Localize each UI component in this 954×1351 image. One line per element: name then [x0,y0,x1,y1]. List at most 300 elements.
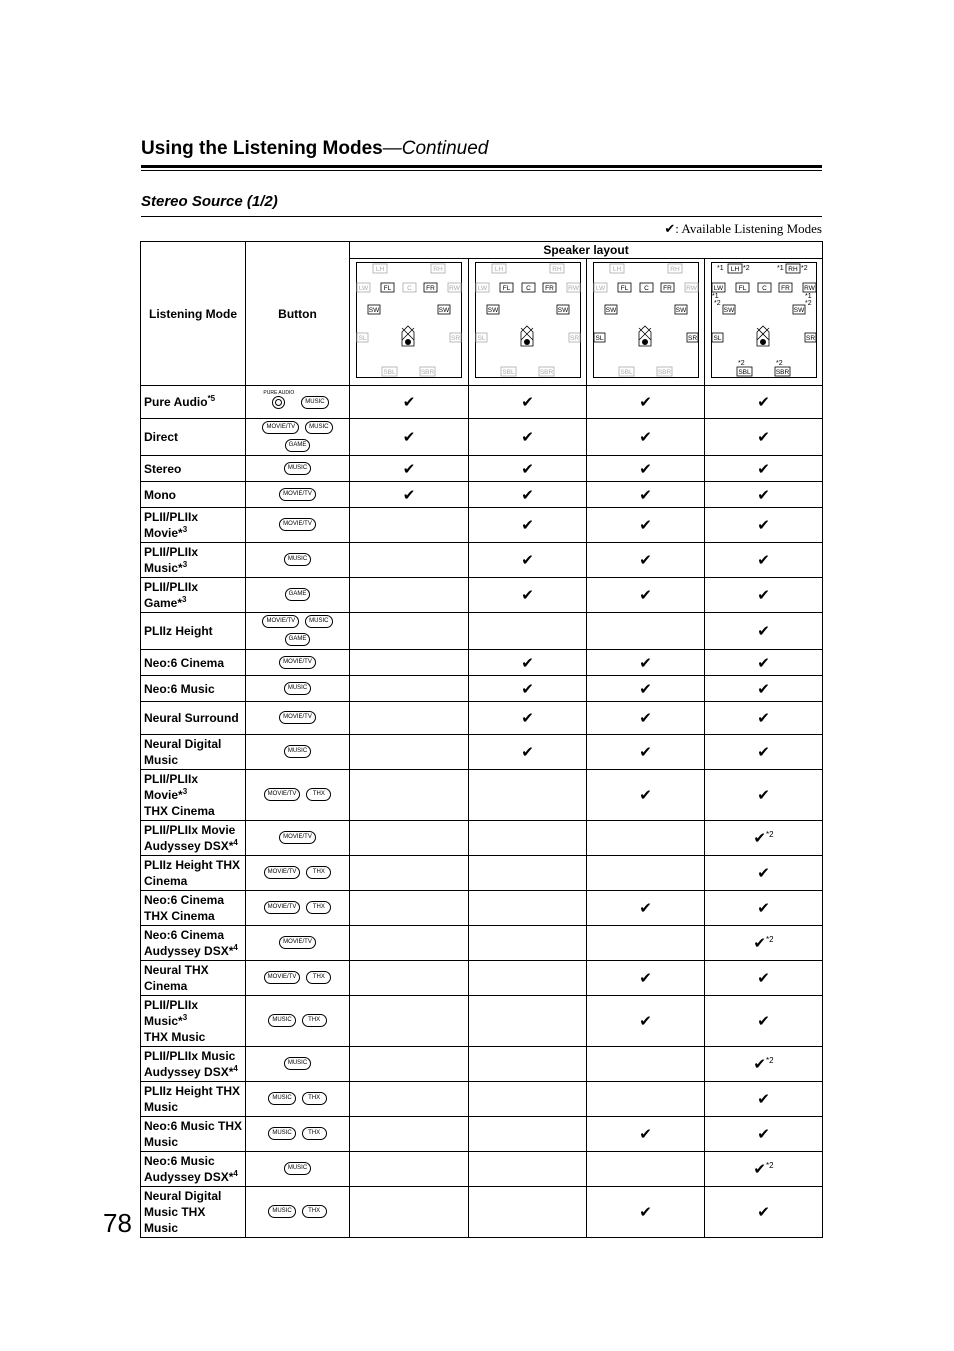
svg-text:FR: FR [426,284,435,292]
availability-cell [469,419,587,456]
availability-cell [587,419,705,456]
availability-cell [587,578,705,613]
availability-cell [350,1047,469,1082]
speaker-lh [492,264,506,273]
svg-text:LH: LH [730,265,739,273]
check-icon: ✔ [402,429,416,446]
note-lh-1: *1 [716,264,724,272]
availability-cell [587,961,705,996]
check-icon: ✔ [639,654,652,672]
table-row [141,1152,823,1187]
listening-mode-name: PLIIz Height THX Music [141,1082,246,1117]
speaker-rh [786,264,800,273]
speaker-sr [805,333,816,342]
availability-cell [705,1152,823,1187]
check-icon: ✔ [753,1161,766,1178]
availability-cell [587,856,705,891]
availability-cell [350,386,469,419]
check-icon: ✔ [757,654,770,672]
mode-buttons [246,613,350,650]
check-icon: ✔ [757,429,770,446]
table-row [141,578,823,613]
listening-mode-name: Neo:6 Cinema [141,650,246,676]
listening-mode-name: Neural Digital Music THX Music [141,1187,246,1238]
check-icon: ✔ [402,486,416,504]
table-row [141,856,823,891]
note-rw-1: *1 [804,292,812,300]
availability-cell [350,508,469,543]
svg-text:LW: LW [358,284,369,292]
speaker-c [522,283,535,292]
check-icon: ✔ [521,460,534,478]
check-icon: ✔ [757,517,770,534]
thx-button-icon: THX [302,1127,327,1140]
availability-cell [587,821,705,856]
mode-buttons [246,926,350,961]
svg-text:SBR: SBR [539,368,553,376]
mode-buttons [246,650,350,676]
mode-buttons [246,856,350,891]
check-icon: ✔ [664,221,676,236]
music-button-icon: MUSIC [305,615,332,628]
table-row [141,650,823,676]
svg-text:SBL: SBL [501,368,515,376]
availability-cell [469,1187,587,1238]
mode-buttons [246,578,350,613]
svg-text:SL: SL [358,334,367,342]
movie-tv-button-icon: MOVIE/TV [264,971,301,984]
availability-cell [469,821,587,856]
page-header [141,138,488,160]
check-icon: ✔ [639,1126,652,1143]
availability-cell [587,613,705,650]
mode-buttons [246,1187,350,1238]
section-title: Stereo Source (1/2) [141,193,278,210]
availability-cell [350,856,469,891]
check-icon: ✔ [753,935,766,952]
speaker-layout-2 [469,259,587,386]
check-icon: ✔ [639,517,652,534]
availability-cell [705,735,823,770]
mode-buttons [246,891,350,926]
availability-cell [350,482,469,508]
svg-text:SL: SL [713,334,721,342]
check-icon: ✔ [639,787,652,804]
col-header-layout: Speaker layout [350,242,823,259]
availability-cell [469,676,587,702]
availability-cell [705,613,823,650]
speaker-sw-left [723,305,735,314]
svg-text:C: C [761,284,767,292]
speaker-rh [431,264,445,273]
availability-cell [587,1152,705,1187]
speaker-fl [736,283,749,292]
availability-cell [350,891,469,926]
listening-mode-name: Neo:6 Music [141,676,246,702]
availability-cell [469,1117,587,1152]
mode-buttons [246,419,350,456]
check-icon: ✔ [753,830,766,847]
availability-cell [469,961,587,996]
svg-text:SR: SR [569,334,579,342]
listening-modes-table [140,241,823,1238]
availability-cell [350,926,469,961]
availability-cell [469,578,587,613]
check-icon: ✔ [757,1204,770,1221]
thx-button-icon: THX [302,1205,327,1218]
header-rule [141,165,822,168]
svg-text:RH: RH [669,265,680,273]
check-icon: ✔ [521,587,534,604]
availability-cell [705,1047,823,1082]
movie-tv-button-icon: MOVIE/TV [262,421,299,434]
availability-cell [587,1047,705,1082]
availability-cell [587,891,705,926]
check-icon: ✔ [521,680,534,698]
availability-cell [705,702,823,735]
header-suffix: —Continued [382,138,489,159]
check-icon: ✔ [757,623,770,640]
availability-cell [705,856,823,891]
table-row [141,482,823,508]
svg-text:LH: LH [375,265,385,273]
listening-mode-name: PLIIz Height [141,613,246,650]
thx-button-icon: THX [302,1092,327,1105]
table-row [141,419,823,456]
svg-text:SW: SW [793,306,804,314]
svg-text:FR: FR [780,284,790,292]
svg-text:RW: RW [449,284,460,292]
availability-cell [705,482,823,508]
speaker-sbr [775,367,790,376]
page-number: 78 [103,1208,132,1238]
note-sbr: *2 [775,359,783,367]
availability-cell [469,386,587,419]
availability-cell [469,508,587,543]
legend-text: : Available Listening Modes [675,221,822,236]
availability-cell [350,735,469,770]
note-rw-2: *2 [804,299,812,307]
availability-cell [350,1152,469,1187]
svg-text:FR: FR [544,284,554,292]
svg-text:C: C [643,284,649,292]
svg-text:LH: LH [494,265,503,273]
speaker-lw [357,283,370,292]
check-icon: ✔ [757,865,770,882]
thx-button-icon: THX [306,866,331,879]
check-icon: ✔ [757,486,770,504]
listening-mode-name: Neo:6 Cinema Audyssey DSX*$^4$ [141,926,246,961]
table-row [141,613,823,650]
mode-buttons [246,996,350,1047]
check-icon: ✔ [521,429,534,446]
check-icon: ✔ [757,900,770,917]
speaker-sr [450,333,461,342]
movie-tv-button-icon: MOVIE/TV [264,866,301,879]
svg-text:RH: RH [433,265,443,273]
check-icon: ✔ [402,460,416,478]
svg-text:FR: FR [662,284,672,292]
speaker-diagram [593,262,699,378]
table-row [141,702,823,735]
music-button-icon: MUSIC [284,682,311,695]
availability-cell [705,926,823,961]
table-row [141,543,823,578]
check-icon: ✔ [757,460,770,478]
speaker-sw-right [793,305,805,314]
speaker-fr [661,283,674,292]
table-row [141,456,823,482]
note-rh-2: *2 [800,264,808,272]
speaker-c [403,283,416,292]
table-row [141,386,823,419]
availability-cell [350,996,469,1047]
check-icon: ✔ [757,970,770,987]
speaker-sw-left [368,305,380,314]
availability-cell [350,543,469,578]
check-icon: ✔ [639,1204,652,1221]
availability-cell [350,1082,469,1117]
svg-text:SL: SL [595,334,603,342]
check-icon: ✔ [521,744,534,761]
availability-cell [705,650,823,676]
speaker-sbl [619,367,634,376]
movie-tv-button-icon: MOVIE/TV [279,518,316,531]
availability-cell [705,961,823,996]
svg-text:LW: LW [595,284,605,292]
speaker-lh [728,264,742,273]
thx-button-icon: THX [306,788,331,801]
col-header-button: Button [246,242,350,386]
speaker-diagram [711,262,817,378]
check-icon: ✔ [639,587,652,604]
availability-cell [350,419,469,456]
note-lw-1: *1 [711,292,719,300]
check-icon: ✔ [639,486,652,504]
thx-button-icon: THX [306,971,331,984]
speaker-rh [550,264,564,273]
speaker-sbr [539,367,554,376]
music-button-icon: MUSIC [268,1205,295,1218]
listening-mode-name: Neo:6 Music THX Music [141,1117,246,1152]
listening-mode-name: PLII/PLIIx Movie*$^3$ THX Cinema [141,770,246,821]
speaker-fr [779,283,792,292]
availability-cell [587,650,705,676]
music-button-icon: MUSIC [284,1057,311,1070]
check-icon: ✔ [521,394,534,411]
svg-text:SBR: SBR [420,368,435,376]
mode-buttons [246,1117,350,1152]
header-rule-thin [141,170,822,171]
availability-cell [705,1117,823,1152]
listening-mode-name: Neural THX Cinema [141,961,246,996]
availability-cell [469,856,587,891]
check-icon: ✔ [757,710,770,727]
game-button-icon: GAME [285,588,311,601]
section-rule [141,216,822,217]
svg-text:RW: RW [685,284,697,292]
speaker-sw-left [605,305,617,314]
listening-mode-name: PLII/PLIIx Music Audyssey DSX*$^4$ [141,1047,246,1082]
availability-cell [587,1117,705,1152]
speaker-sw-right [675,305,687,314]
listening-mode-name: Neo:6 Music Audyssey DSX*$^4$ [141,1152,246,1187]
speaker-rh [668,264,682,273]
availability-cell [587,456,705,482]
music-button-icon: MUSIC [268,1014,295,1027]
check-icon: ✔ [639,744,652,761]
availability-cell [705,1082,823,1117]
availability-cell [587,1187,705,1238]
speaker-fr [424,283,437,292]
speaker-lw [712,283,725,292]
table-row [141,1117,823,1152]
thx-button-icon: THX [302,1014,327,1027]
game-button-icon: GAME [285,439,311,452]
movie-tv-button-icon: MOVIE/TV [279,656,316,669]
svg-text:SW: SW [605,306,616,314]
music-button-icon: MUSIC [301,396,328,409]
check-icon: ✔ [639,970,652,987]
table-row [141,926,823,961]
speaker-c [758,283,771,292]
legend [664,221,822,237]
check-icon: ✔ [757,744,770,761]
mode-buttons [246,543,350,578]
check-icon: ✔ [757,552,770,569]
availability-cell [350,650,469,676]
speaker-layout-4 [705,259,823,386]
availability-cell [705,996,823,1047]
availability-cell [469,996,587,1047]
availability-cell [469,543,587,578]
col-header-mode: Listening Mode [141,242,246,386]
availability-cell [350,578,469,613]
availability-cell [469,456,587,482]
table-row [141,508,823,543]
speaker-sr [569,333,580,342]
availability-cell [469,926,587,961]
footnote-ref: *2 [766,830,774,839]
availability-cell [350,676,469,702]
speaker-sl [357,333,368,342]
check-icon: ✔ [639,1013,652,1030]
availability-cell [587,1082,705,1117]
table-row [141,891,823,926]
svg-text:SBL: SBL [383,368,396,376]
svg-text:SBL: SBL [619,368,633,376]
check-icon: ✔ [757,394,770,411]
availability-cell [587,482,705,508]
svg-text:SW: SW [438,306,450,314]
speaker-fl [618,283,631,292]
availability-cell [587,386,705,419]
table-row [141,1047,823,1082]
svg-text:SL: SL [477,334,485,342]
music-button-icon: MUSIC [284,553,311,566]
availability-cell [469,1152,587,1187]
table-row [141,1082,823,1117]
availability-cell [350,613,469,650]
availability-cell [350,961,469,996]
svg-text:C: C [407,284,412,292]
availability-cell [705,578,823,613]
svg-text:FL: FL [383,284,392,292]
mode-buttons [246,821,350,856]
listening-mode-name: Mono [141,482,246,508]
availability-cell [705,508,823,543]
availability-cell [705,1187,823,1238]
note-lh-2: *2 [742,264,750,272]
svg-text:FL: FL [620,284,628,292]
check-icon: ✔ [521,552,534,569]
availability-cell [705,456,823,482]
svg-text:SR: SR [687,334,697,342]
listening-mode-name: PLIIz Height THX Cinema [141,856,246,891]
speaker-sw-right [438,305,450,314]
speaker-sbl [501,367,516,376]
speaker-sr [687,333,698,342]
movie-tv-button-icon: MOVIE/TV [262,615,299,628]
availability-cell [587,770,705,821]
svg-text:FL: FL [738,284,746,292]
music-button-icon: MUSIC [284,1162,311,1175]
speaker-sbl [737,367,752,376]
movie-tv-button-icon: MOVIE/TV [279,488,316,501]
mode-buttons [246,676,350,702]
speaker-sw-left [487,305,499,314]
movie-tv-button-icon: MOVIE/TV [264,901,301,914]
svg-text:SBR: SBR [657,368,671,376]
listening-mode-name: PLII/PLIIx Movie Audyssey DSX*$^4$ [141,821,246,856]
svg-text:RH: RH [551,265,562,273]
table-row [141,770,823,821]
listening-mode-name: Neo:6 Cinema THX Cinema [141,891,246,926]
listening-mode-name: Direct [141,419,246,456]
header-title: Using the Listening Modes [141,138,383,159]
check-icon: ✔ [521,710,534,727]
speaker-fl [381,283,394,292]
table-row [141,735,823,770]
availability-cell [350,456,469,482]
availability-cell [705,891,823,926]
check-icon: ✔ [521,654,534,672]
speaker-lh [610,264,624,273]
svg-text:RW: RW [803,284,815,292]
speaker-sl [594,333,605,342]
movie-tv-button-icon: MOVIE/TV [264,788,301,801]
speaker-lh [373,264,387,273]
availability-cell [469,482,587,508]
availability-cell [350,702,469,735]
availability-cell [587,676,705,702]
thx-button-icon: THX [306,901,331,914]
listening-mode-name: Pure Audio$^{*5}$ [141,386,246,419]
check-icon: ✔ [639,900,652,917]
table-body [141,386,823,1238]
note-sbl: *2 [737,359,745,367]
footnote-ref: *2 [766,935,774,944]
availability-cell [587,735,705,770]
mode-buttons [246,386,350,419]
availability-cell [350,1187,469,1238]
svg-text:LW: LW [713,284,723,292]
music-button-icon: MUSIC [268,1092,295,1105]
note-rh-1: *1 [776,264,784,272]
svg-text:SR: SR [805,334,815,342]
availability-cell [587,996,705,1047]
availability-cell [469,1082,587,1117]
